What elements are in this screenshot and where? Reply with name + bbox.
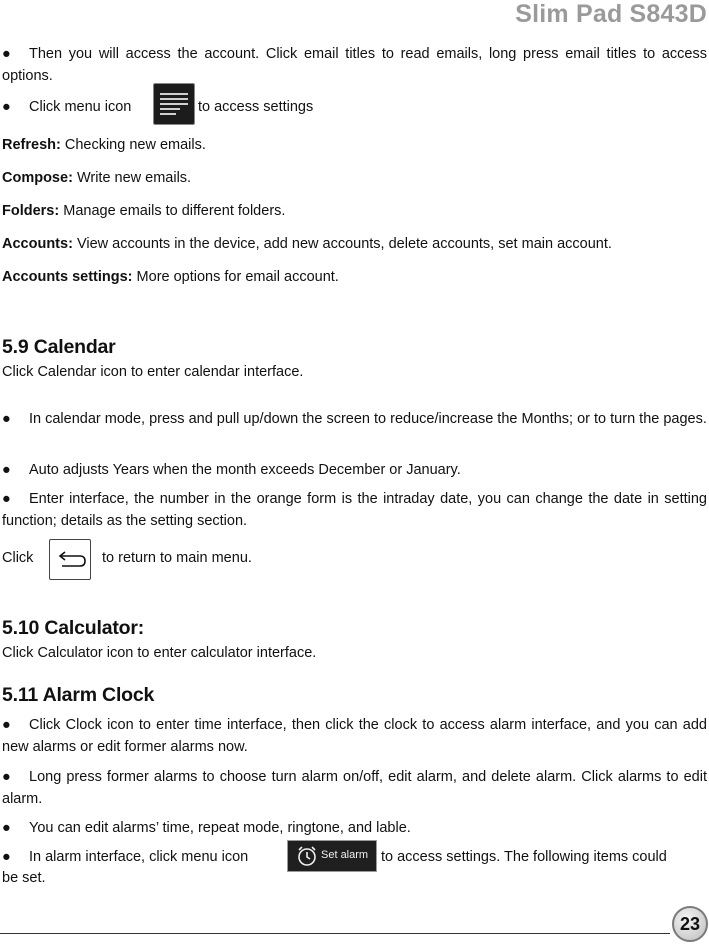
bullet-dot: ●: [2, 769, 11, 785]
bullet-dot: ●: [2, 411, 11, 427]
bullet-dot: ●: [2, 849, 11, 865]
alarm-bullet-4-after-1: to access settings. The following items could: [381, 849, 667, 865]
email-item-folders: Folders: Manage emails to different folders.: [2, 203, 286, 219]
email-item-refresh: Refresh: Checking new emails.: [2, 137, 206, 153]
calculator-heading: 5.10 Calculator:: [2, 617, 145, 639]
calendar-bullet-2: ● Auto adjusts Years when the month exceeds December or January.: [2, 459, 707, 481]
brand-title: Slim Pad S843D: [515, 0, 707, 28]
calendar-bullet-1: ● In calendar mode, press and pull up/down the screen to reduce/increase the Months; or to turn the pages.: [2, 408, 707, 430]
bullet-dot: ●: [2, 46, 11, 62]
email-bullet-2: ● Click menu icon: [2, 96, 707, 118]
footer-divider: [0, 933, 670, 934]
calendar-click-after: to return to main menu.: [102, 550, 252, 566]
alarm-bullet-3: ● You can edit alarms’ time, repeat mode, ringtone, and lable.: [2, 817, 707, 839]
alarm-bullet-2: ● Long press former alarms to choose turn alarm on/off, edit alarm, and delete alarm. Click alarms to edit alarm.: [2, 766, 707, 810]
alarm-bullet-4-after-2: be set.: [2, 870, 46, 886]
alarm-heading: 5.11 Alarm Clock: [2, 684, 155, 706]
bullet-dot: ●: [2, 820, 11, 836]
alarm-clock-icon: [295, 844, 319, 868]
calendar-click-before: Click: [2, 550, 34, 566]
bullet-dot: ●: [2, 717, 11, 733]
bullet-dot: ●: [2, 491, 11, 507]
calendar-intro: Click Calendar icon to enter calendar interface.: [2, 364, 304, 380]
email-bullet-2-after: to access settings: [198, 99, 314, 115]
email-item-compose: Compose: Write new emails.: [2, 170, 192, 186]
alarm-bullet-1: ● Click Clock icon to enter time interface, then click the clock to access alarm interface, and you can add new alarms or edit former alarms now.: [2, 714, 707, 758]
back-arrow-icon: [49, 539, 91, 580]
email-item-accounts-settings: Accounts settings: More options for email account.: [2, 269, 339, 285]
email-item-accounts: Accounts: View accounts in the device, add new accounts, delete accounts, set main account.: [2, 236, 612, 252]
calendar-heading: 5.9 Calendar: [2, 336, 116, 358]
set-alarm-label: Set alarm: [321, 849, 369, 861]
alarm-bullet-4: ● In alarm interface, click menu icon: [2, 846, 707, 868]
menu-icon: [153, 83, 195, 125]
page-number: 23: [672, 906, 708, 942]
bullet-dot: ●: [2, 99, 11, 115]
calculator-intro: Click Calculator icon to enter calculator interface.: [2, 645, 317, 661]
calendar-bullet-3: ● Enter interface, the number in the orange form is the intraday date, you can change the date in setting function; details as the setting section.: [2, 488, 707, 532]
email-bullet-1: ● Then you will access the account. Click email titles to read emails, long press email titles to access options.: [2, 43, 707, 87]
bullet-dot: ●: [2, 462, 11, 478]
